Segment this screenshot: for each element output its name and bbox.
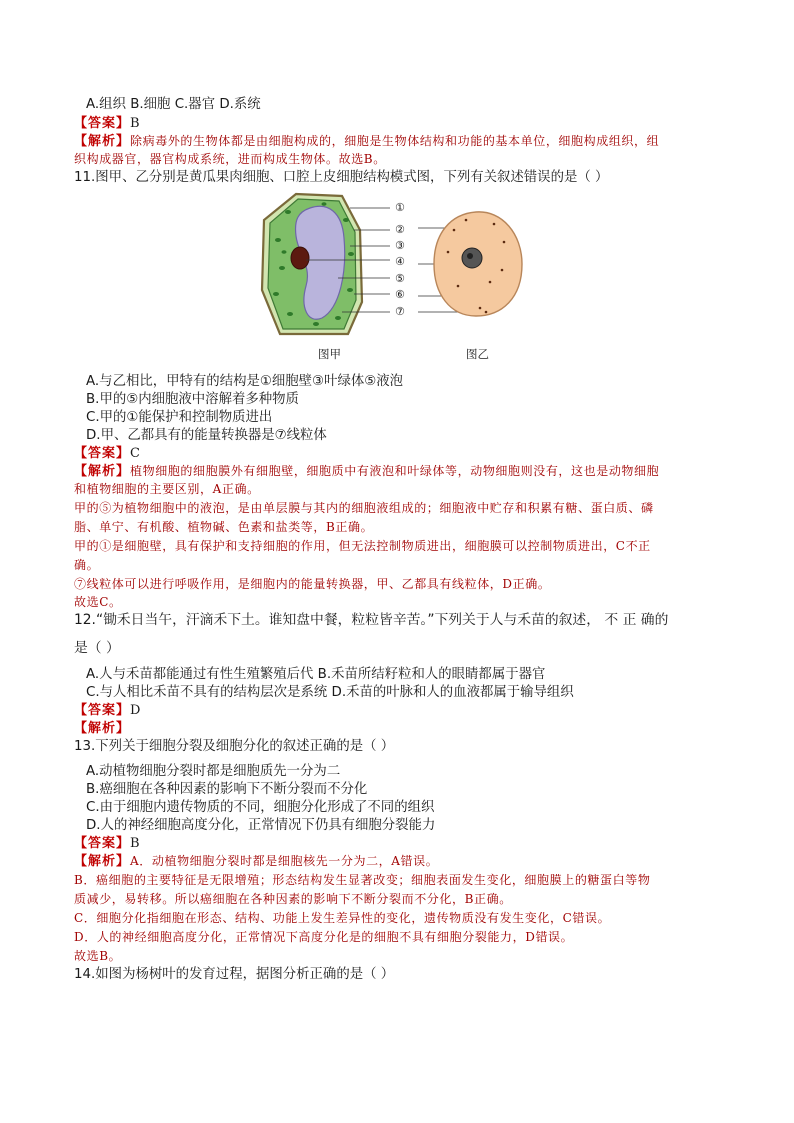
q13-analysis-line-2: B．癌细胞的主要特征是无限增殖；形态结构发生显著改变；细胞表面发生变化，细胞膜上的糖蛋白等物 xyxy=(74,873,651,887)
label-7: ⑦ xyxy=(395,305,405,318)
q12-answer: 【答案】D xyxy=(74,703,141,718)
q13-answer: 【答案】B xyxy=(74,836,140,851)
q11-analysis-line-7: ⑦线粒体可以进行呼吸作用，是细胞内的能量转换器，甲、乙都具有线粒体，D正确。 xyxy=(74,577,551,591)
q11-analysis-line-1: 【解析】植物细胞的细胞膜外有细胞壁，细胞质中有液泡和叶绿体等，动物细胞则没有，这也是动物细胞 xyxy=(74,464,660,479)
label-4: ④ xyxy=(395,255,405,268)
q11-stem: 11.图甲、乙分别是黄瓜果肉细胞、口腔上皮细胞结构模式图，下列有关叙述错误的是（ ） xyxy=(74,170,609,185)
q10-options: A.组织 B.细胞 C.器官 D.系统 xyxy=(86,97,261,112)
q11-option-d: D.甲、乙都具有的能量转换器是⑦线粒体 xyxy=(86,428,327,443)
q11-analysis-line-3: 甲的⑤为植物细胞中的液泡，是由单层膜与其内的细胞液组成的；细胞液中贮存和积累有糖、蛋白质、磷 xyxy=(74,501,654,515)
q11-answer: 【答案】C xyxy=(74,446,140,461)
label-3: ③ xyxy=(395,239,405,252)
caption-figure-a: 图甲 xyxy=(318,347,341,361)
q13-option-d: D.人的神经细胞高度分化，正常情况下仍具有细胞分裂能力 xyxy=(86,818,436,833)
label-6: ⑥ xyxy=(395,288,405,301)
q10-analysis-line-1: 【解析】除病毒外的生物体都是由细胞构成的，细胞是生物体结构和功能的基本单位，细胞构成组织，组 xyxy=(74,134,660,149)
q11-analysis-line-4: 脂、单宁、有机酸、植物碱、色素和盐类等，B正确。 xyxy=(74,520,374,534)
caption-figure-b: 图乙 xyxy=(466,347,489,361)
answer-tag: 【答案】 xyxy=(74,116,131,131)
analysis-tag: 【解析】 xyxy=(74,134,131,149)
q11-analysis-line-5: 甲的①是细胞壁，具有保护和支持细胞的作用，但无法控制物质进出，细胞膜可以控制物质进出，C不正 xyxy=(74,539,651,553)
q11-analysis-line-6: 确。 xyxy=(74,558,100,572)
q13-option-a: A.动植物细胞分裂时都是细胞质先一分为二 xyxy=(86,764,341,779)
q12-stem-line-2: 是（ ） xyxy=(74,640,120,656)
answer-value: B xyxy=(130,116,140,131)
q12-analysis: 【解析】 xyxy=(74,721,131,736)
label-5: ⑤ xyxy=(395,272,405,285)
q13-stem: 13.下列关于细胞分裂及细胞分化的叙述正确的是（ ） xyxy=(74,739,395,754)
q13-analysis-line-5: D．人的神经细胞高度分化，正常情况下高度分化是的细胞不具有细胞分裂能力，D错误。 xyxy=(74,930,574,944)
q12-stem-line-1: 12.“锄禾日当午，汗滴禾下土。谁知盘中餐，粒粒皆辛苦。”下列关于人与禾苗的叙述， 不 正 确的 xyxy=(74,612,669,628)
q11-analysis-line-2: 和植物细胞的主要区别，A正确。 xyxy=(74,482,260,496)
q11-option-b: B.甲的⑤内细胞液中溶解着多种物质 xyxy=(86,392,299,407)
q13-analysis-line-6: 故选B。 xyxy=(74,949,122,963)
q13-option-c: C.由于细胞内遗传物质的不同，细胞分化形成了不同的组织 xyxy=(86,800,435,815)
q10-analysis-line-2: 织构成器官，器官构成系统，进而构成生物体。故选B。 xyxy=(74,152,386,166)
q14-stem: 14.如图为杨树叶的发育过程，据图分析正确的是（ ） xyxy=(74,967,395,982)
q12-options-ab: A.人与禾苗都能通过有性生殖繁殖后代 B.禾苗所结籽粒和人的眼睛都属于器官 xyxy=(86,667,546,682)
q11-option-a: A.与乙相比，甲特有的结构是①细胞壁③叶绿体⑤液泡 xyxy=(86,374,404,389)
q11-option-c: C.甲的①能保护和控制物质进出 xyxy=(86,410,273,425)
q13-analysis-line-4: C．细胞分化指细胞在形态、结构、功能上发生差异性的变化，遗传物质没有发生变化，C错误。 xyxy=(74,911,611,925)
label-1: ① xyxy=(395,201,405,214)
q13-analysis-line-1: 【解析】A．动植物细胞分裂时都是细胞核先一分为二，A错误。 xyxy=(74,854,439,869)
q12-options-cd: C.与人相比禾苗不具有的结构层次是系统 D.禾苗的叶脉和人的血液都属于输导组织 xyxy=(86,685,574,700)
q10-answer xyxy=(74,115,140,132)
q11-analysis-line-8: 故选C。 xyxy=(74,595,122,609)
plant-nucleus xyxy=(291,247,309,269)
q13-analysis-line-3: 质减少，易转移。所以癌细胞在各种因素的影响下不断分裂而不分化，B正确。 xyxy=(74,892,512,906)
q13-option-b: B.癌细胞在各种因素的影响下不断分裂而不分化 xyxy=(86,782,368,797)
label-2: ② xyxy=(395,223,405,236)
